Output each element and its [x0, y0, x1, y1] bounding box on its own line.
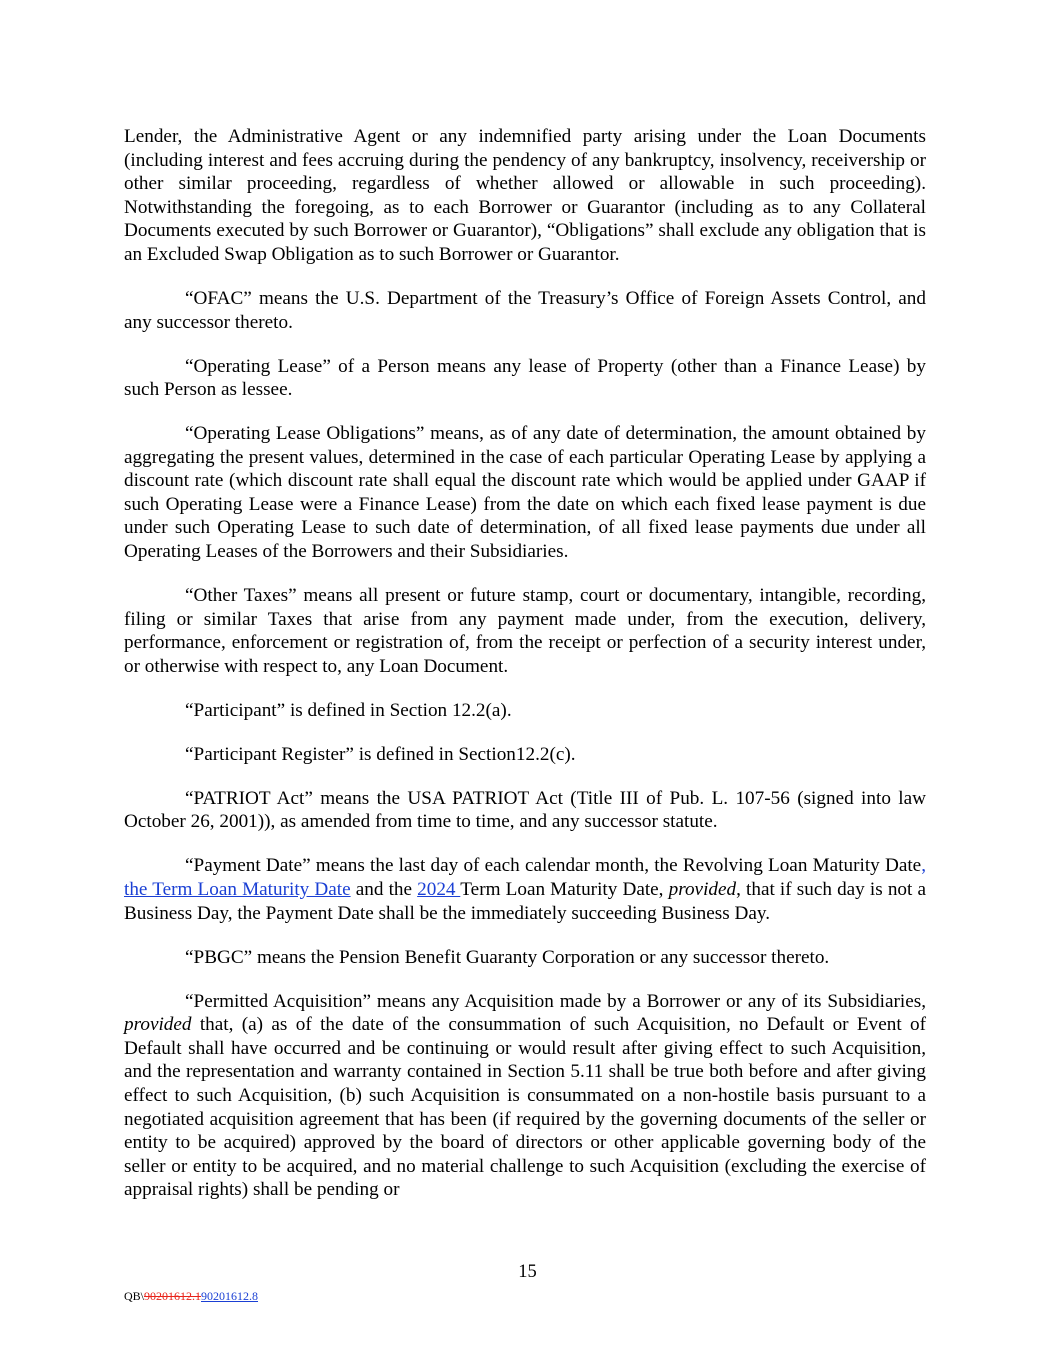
permitted-acquisition-definition: [124, 990, 926, 1202]
doc-id-inserted: 90201612.8: [201, 1289, 259, 1303]
provided-italic: provided: [668, 878, 737, 900]
doc-id-deleted: 90201612.1: [144, 1289, 202, 1303]
payment-date-text-2: and the: [350, 878, 418, 900]
pbgc-definition: “PBGC” means the Pension Benefit Guaranty Corporation or any successor thereto.: [185, 946, 830, 968]
obligations-continuation-paragraph: Lender, the Administrative Agent or any indemnified party arising under the Loan Documents (including interest and fees accruing during the pendency of any bankruptcy, insolvency, receivership or other similar proceeding, regardless of whether allowed or allowable in such proceeding). Notwithstanding the foregoing, as to each Borrower or Guarantor (including as to any Collateral Documents executed by such Borrower or Guarantor), “Obligations” shall exclude any obligation that is an Excluded Swap Obligation as to such Borrower or Guarantor.: [124, 126, 926, 265]
doc-id-prefix: QB\: [124, 1289, 145, 1303]
permitted-acquisition-text-2: that, (a) as of the date of the consummation of such Acquisition, no Default or Event of Default shall have occurred and be continuing or would result after giving effect to such Acquisition, and the representation and warranty contained in Section 5.11 shall be true both before and after giving effect to such Acquisition, (b) such Acquisition is consummated on a non-hostile basis pursuant to a negotiated acquisition agreement that has been (if required by the governing documents of the seller or entity to be acquired) approved by the board of directors or other applicable governing body of the seller or entity to be acquired, and no material challenge to such Acquisition (excluding the exercise of appraisal rights) shall be pending or: [124, 1014, 926, 1201]
patriot-act-definition: “PATRIOT Act” means the USA PATRIOT Act (Title III of Pub. L. 107-56 (signed into law October 26, 2001)), as amended from time to time, and any successor statute.: [124, 787, 926, 833]
inserted-text-2024: 2024: [417, 878, 461, 900]
provided-italic: provided: [124, 1014, 192, 1036]
other-taxes-definition: “Other Taxes” means all present or future stamp, court or documentary, intangible, recording, filing or similar Taxes that arise from any payment made under, from the execution, delivery, performance, enforcement or registration of, from the receipt or perfection of a security interest under, or otherwise with respect to, any Loan Document.: [124, 585, 926, 677]
operating-lease-obligations-definition: “Operating Lease Obligations” means, as of any date of determination, the amount obtained by aggregating the present values, determined in the case of each particular Operating Lease by applying a discount rate (which discount rate shall equal the discount rate which would be applied under GAAP if such Operating Lease were a Finance Lease) from the date on which each fixed lease payment is due under such Operating Lease to such date of determination, of all fixed lease payments due under all Operating Leases of the Borrowers and their Subsidiaries.: [124, 423, 926, 563]
document-body: [124, 125, 926, 1202]
operating-lease-definition: “Operating Lease” of a Person means any lease of Property (other than a Finance Lease) by such Person as lessee.: [124, 355, 926, 401]
participant-definition: “Participant” is defined in Section 12.2(a).: [185, 699, 512, 721]
page-number: 15: [518, 1262, 537, 1282]
participant-register-definition: “Participant Register” is defined in Section12.2(c).: [185, 743, 576, 765]
inserted-text-term-loan: , the Term Loan Maturity Date: [124, 855, 926, 900]
payment-date-text-1: “Payment Date” means the last day of each calendar month, the Revolving Loan Maturity Date: [185, 855, 922, 877]
payment-date-text-3: Term Loan Maturity Date,: [460, 878, 669, 900]
permitted-acquisition-text-1: “Permitted Acquisition” means any Acquisition made by a Borrower or any of its Subsidiaries,: [185, 990, 926, 1012]
ofac-definition: “OFAC” means the U.S. Department of the Treasury’s Office of Foreign Assets Control, and any successor thereto.: [124, 287, 926, 333]
document-id: [124, 1289, 258, 1303]
payment-date-definition: [124, 854, 926, 925]
payment-date-text-4: , that if such day is not a Business Day, the Payment Date shall be the immediately succeeding Business Day.: [124, 878, 926, 924]
